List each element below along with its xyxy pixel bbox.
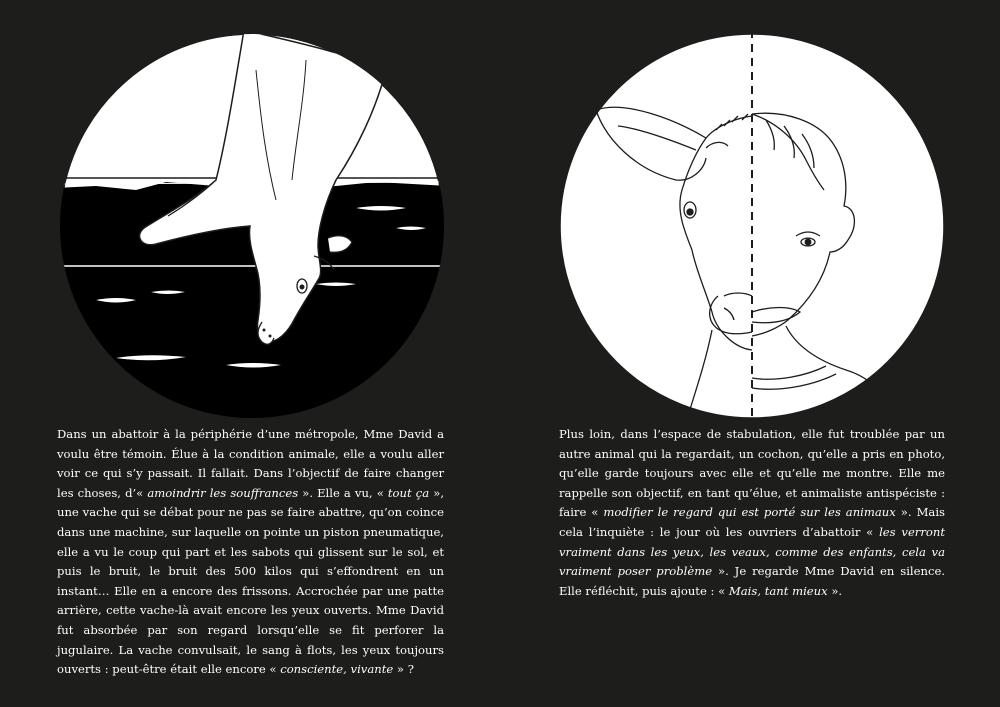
text-run: ». Je regarde Mme David en silence. Elle réfléchit, puis ajoute : « xyxy=(559,564,946,598)
slaughterhouse-cow-illustration xyxy=(56,30,448,422)
quote-run: amoindrir les souffrances xyxy=(147,485,299,500)
text-run: ». Elle a vu, « xyxy=(298,485,388,500)
quote-run: modifier le regard qui est porté sur les animaux xyxy=(603,505,896,520)
text-run: ». xyxy=(827,583,843,598)
text-run: Dans un abattoir à la périphérie d’une métropole, Mme David a voulu être témoin. Élue à la condition animale, elle a voulu aller voir ce qui s’y passait. Il fallait. Dans l’objectif de faire changer les choses, d’« xyxy=(57,427,444,500)
calf-child-face-illustration xyxy=(556,30,948,422)
text-run: ». Mais cela l’inquiète : le jour où les ouvriers d’abattoir « xyxy=(559,505,946,539)
quote-run: Mais, tant mieux xyxy=(728,583,828,598)
quote-run: tout ça xyxy=(387,485,430,500)
text-run: » ? xyxy=(393,662,414,677)
left-paragraph xyxy=(57,425,444,680)
right-paragraph xyxy=(559,425,945,601)
text-run: Plus loin, dans l’espace de stabulation, elle fut troublée par un autre animal qui la regardait, un cochon, qu’elle a pris en photo, qu’elle garde toujours avec elle et qu’elle me montre. Elle me rappelle son objectif, en tant qu’élue, et animaliste antispéciste : faire « xyxy=(559,427,945,520)
text-run: », une vache qui se débat pour ne pas se faire abattre, qu’on coince dans une machine, sur laquelle on pointe un piston pneumatique, elle a vu le coup qui part et les sabots qui glissent sur le sol, et puis le bruit, le bruit des 500 kilos qui s’effondrent en un instant… Elle en a encore des frissons. Accrochée par une patte arrière, cette vache-là avait encore les yeux ouverts. Mme David fut absorbée par son regard lorsqu’elle se fit perforer la jugulaire. La vache convulsait, le sang à flots, les yeux toujours ouverts : peut-être était elle encore « xyxy=(57,485,445,677)
quote-run: consciente, vivante xyxy=(280,662,394,677)
right-page xyxy=(500,0,1000,707)
quote-run: les verront vraiment dans les yeux, les veaux, comme des enfants, cela va vraiment poser problème xyxy=(559,524,945,579)
